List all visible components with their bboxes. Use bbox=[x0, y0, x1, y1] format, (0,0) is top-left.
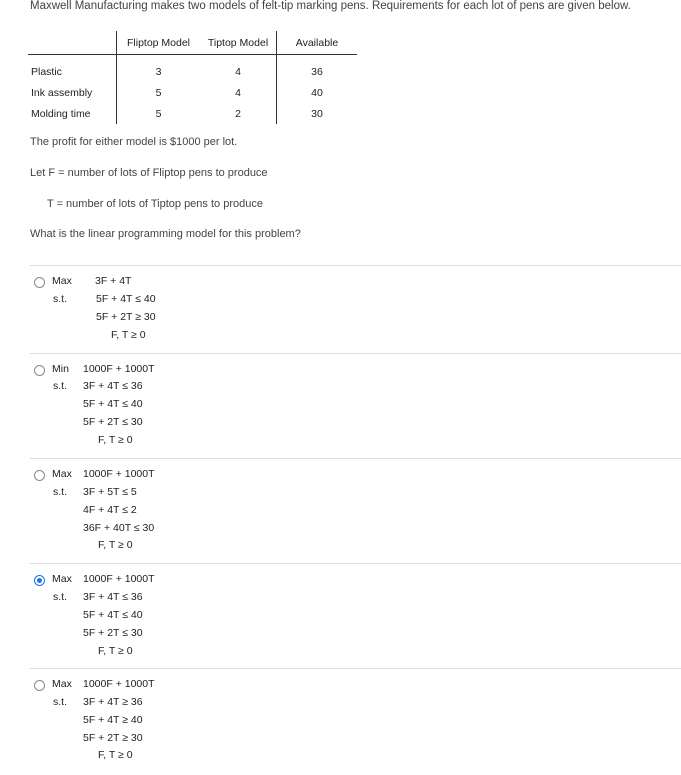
constraint: 3F + 5T ≤ 5 bbox=[83, 486, 137, 498]
subject-to-label: s.t. bbox=[53, 380, 68, 392]
table-cell: 4 bbox=[235, 86, 241, 99]
constraint: F, T ≥ 0 bbox=[111, 329, 146, 341]
table-cell: 2 bbox=[235, 107, 241, 120]
constraint: 3F + 4T ≥ 36 bbox=[83, 696, 143, 708]
objective-function: 1000F + 1000T bbox=[83, 468, 155, 480]
variable-t-definition: T = number of lots of Tiptop pens to produce bbox=[47, 198, 263, 210]
radio-button-selected[interactable] bbox=[34, 575, 45, 586]
constraint: 3F + 4T ≤ 36 bbox=[83, 591, 143, 603]
objective-type: Max bbox=[52, 468, 72, 480]
radio-button[interactable] bbox=[34, 680, 45, 691]
table-cell: 5 bbox=[117, 103, 201, 124]
objective-function: 3F + 4T bbox=[95, 275, 132, 287]
constraint: 5F + 4T ≥ 40 bbox=[83, 714, 143, 726]
radio-button[interactable] bbox=[34, 365, 45, 376]
constraint: F, T ≥ 0 bbox=[98, 539, 133, 551]
constraint: 5F + 2T ≥ 30 bbox=[83, 732, 143, 744]
objective-type: Max bbox=[52, 573, 72, 585]
question-intro: Maxwell Manufacturing makes two models of felt-tip marking pens. Requirements for each lot of pens are given below. bbox=[30, 0, 631, 12]
constraint: 5F + 4T ≤ 40 bbox=[83, 398, 143, 410]
table-header-row bbox=[28, 31, 357, 55]
subject-to-label: s.t. bbox=[53, 591, 68, 603]
table-header-cell: Tiptop Model bbox=[200, 31, 277, 55]
option-divider bbox=[30, 265, 681, 266]
table-header-cell bbox=[28, 31, 117, 55]
table-row bbox=[28, 82, 357, 103]
constraint: 4F + 4T ≤ 2 bbox=[83, 504, 137, 516]
radio-button[interactable] bbox=[34, 277, 45, 288]
constraint: F, T ≥ 0 bbox=[98, 645, 133, 657]
option-divider bbox=[30, 668, 681, 669]
constraint: 36F + 40T ≤ 30 bbox=[83, 522, 155, 534]
objective-type: Min bbox=[52, 363, 69, 375]
subject-to-label: s.t. bbox=[53, 486, 68, 498]
objective-function: 1000F + 1000T bbox=[83, 678, 155, 690]
objective-type: Max bbox=[52, 678, 72, 690]
constraint: 5F + 4T ≤ 40 bbox=[96, 293, 156, 305]
table-cell: Ink assembly bbox=[31, 86, 93, 99]
constraint: 3F + 4T ≤ 36 bbox=[83, 380, 143, 392]
table-header-cell: Fliptop Model bbox=[117, 31, 201, 55]
table-header-cell: Available bbox=[277, 31, 358, 55]
option-divider bbox=[30, 353, 681, 354]
table-cell: 4 bbox=[235, 65, 241, 78]
requirements-table bbox=[28, 31, 357, 124]
table-row bbox=[28, 55, 357, 83]
objective-type: Max bbox=[52, 275, 72, 287]
constraint: F, T ≥ 0 bbox=[98, 434, 133, 446]
table-cell: 3 bbox=[117, 55, 201, 83]
table-cell: 40 bbox=[277, 82, 358, 103]
profit-text: The profit for either model is $1000 per lot. bbox=[30, 136, 238, 148]
option-divider bbox=[30, 458, 681, 459]
objective-function: 1000F + 1000T bbox=[83, 363, 155, 375]
table-row bbox=[28, 103, 357, 124]
table-cell: Plastic bbox=[31, 65, 62, 78]
objective-function: 1000F + 1000T bbox=[83, 573, 155, 585]
variable-f-definition: Let F = number of lots of Fliptop pens to produce bbox=[30, 167, 268, 179]
table-cell: Molding time bbox=[31, 107, 91, 120]
constraint: 5F + 4T ≤ 40 bbox=[83, 609, 143, 621]
constraint: 5F + 2T ≤ 30 bbox=[83, 627, 143, 639]
question-prompt: What is the linear programming model for this problem? bbox=[30, 228, 301, 240]
table-cell: 30 bbox=[277, 103, 358, 124]
table-cell: 36 bbox=[277, 55, 358, 83]
subject-to-label: s.t. bbox=[53, 293, 68, 305]
table-cell: 5 bbox=[117, 82, 201, 103]
constraint: 5F + 2T ≤ 30 bbox=[83, 416, 143, 428]
option-divider bbox=[30, 563, 681, 564]
subject-to-label: s.t. bbox=[53, 696, 68, 708]
radio-button[interactable] bbox=[34, 470, 45, 481]
constraint: 5F + 2T ≥ 30 bbox=[96, 311, 156, 323]
constraint: F, T ≥ 0 bbox=[98, 749, 133, 761]
